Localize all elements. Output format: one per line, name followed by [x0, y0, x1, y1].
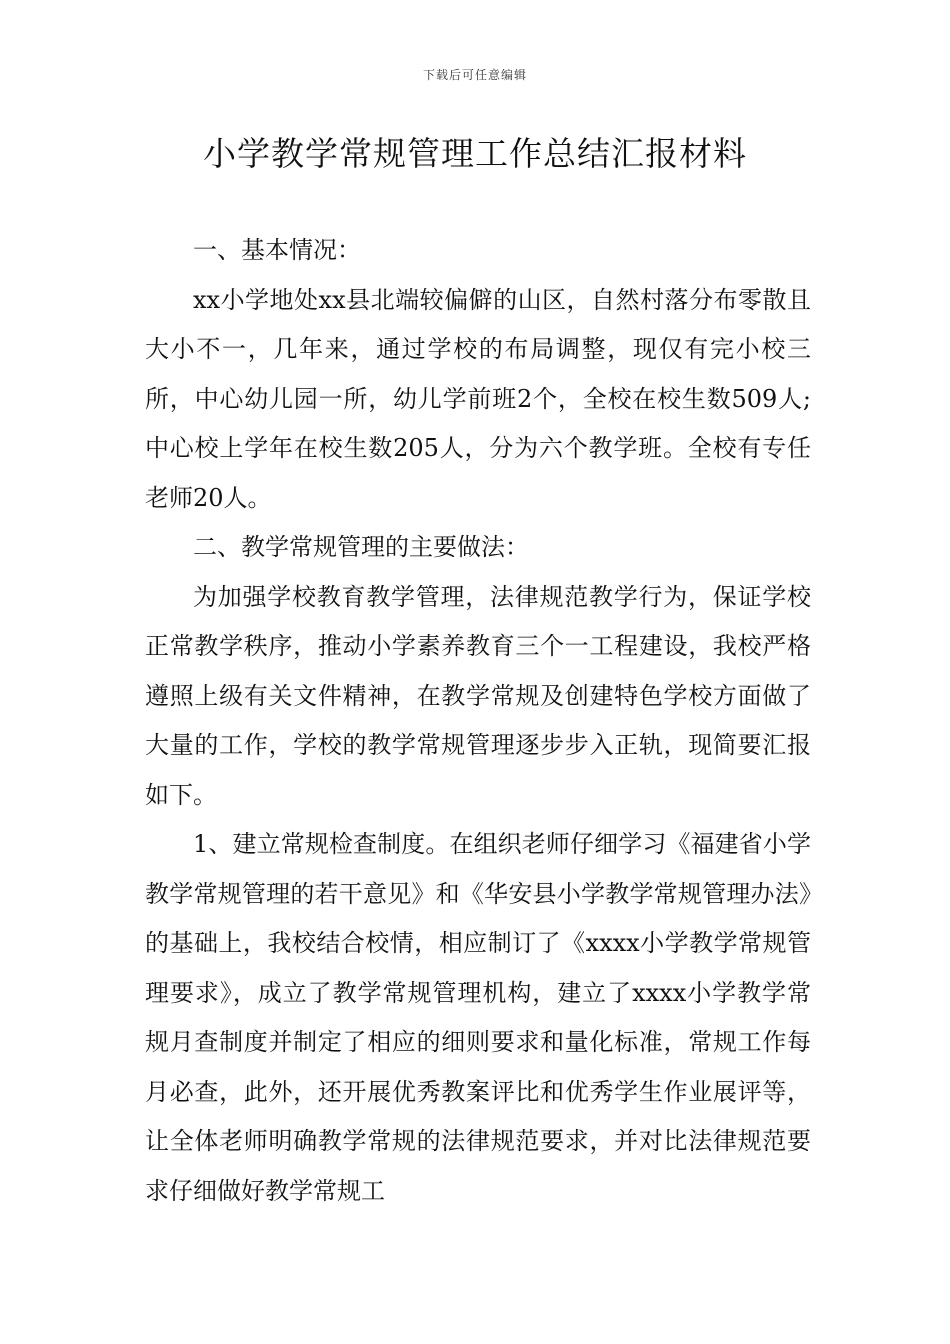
paragraph-basic-heading: 一、基本情况： [193, 236, 361, 264]
header-note: 下载后可任意编辑 [422, 68, 527, 82]
paragraph-inspection-system: 1、建立常规检查制度。在组织老师仔细学习《福建省小学教学常规管理的若干意见》和《华安县小学教学常规管理办法》的基础上，我校结合校情，相应制订了《xxxx小学教学常规管理要求》，成立了教学常规管理机构，建立了xxxx小学教学常规月查制度并制定了相应的细则要求和量化标准，常规工作每月必查，此外，还开展优秀教案评比和优秀学生作业展评等，让全体老师明确教学常规的法律规范要求，并对比法律规范要求仔细做好教学常规工 [145, 830, 811, 1205]
paragraph-basic-situation: xx小学地处xx县北端较偏僻的山区，自然村落分布零散且大小不一，几年来，通过学校的布局调整，现仅有完小校三所，中心幼儿园一所，幼儿学前班2个，全校在校生数509人;中心校上学年在校生数205人，分为六个教学班。全校有专任老师20人。 [145, 285, 811, 512]
document-body [145, 226, 811, 1216]
paragraph-practice-intro: 为加强学校教育教学管理，法律规范教学行为，保证学校正常教学秩序，推动小学素养教育三个一工程建设，我校严格遵照上级有关文件精神，在教学常规及创建特色学校方面做了大量的工作，学校的教学常规管理逐步步入正轨，现简要汇报如下。 [145, 582, 811, 809]
paragraph-practice-heading: 二、教学常规管理的主要做法： [193, 533, 529, 561]
document-title: 小学教学常规管理工作总结汇报材料 [203, 134, 747, 173]
